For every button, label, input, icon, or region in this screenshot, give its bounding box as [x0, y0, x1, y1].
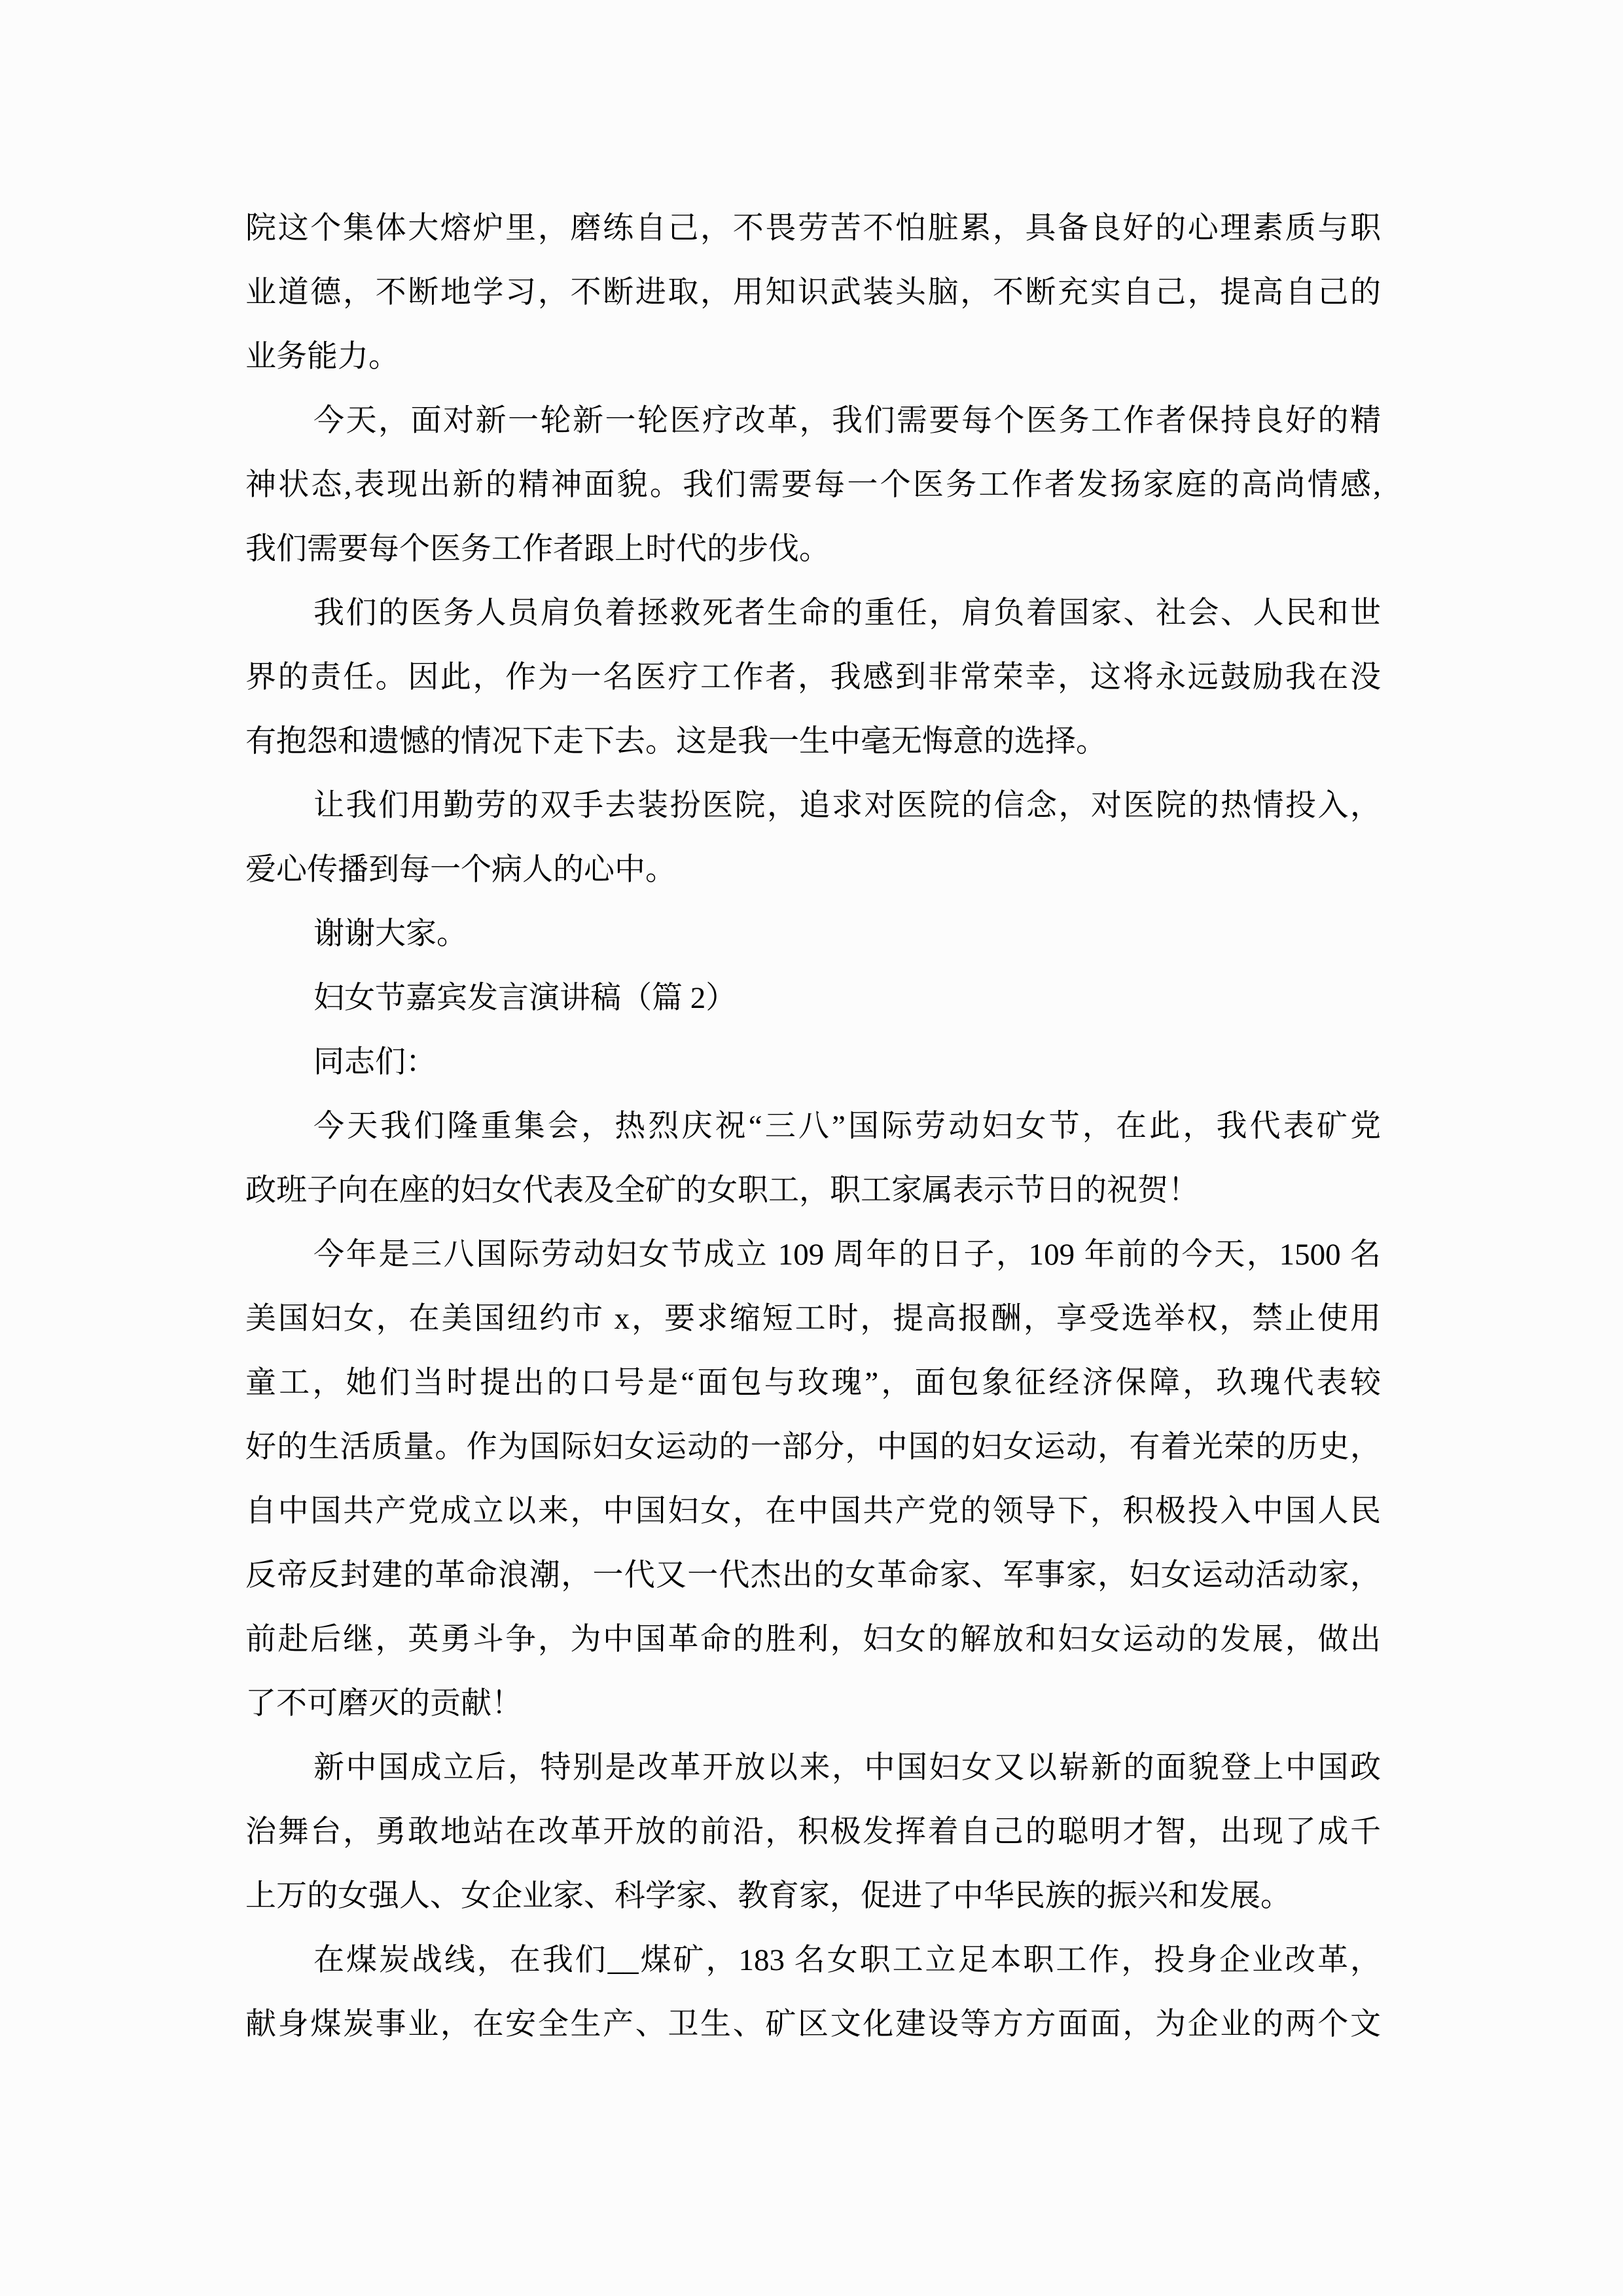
text-line: 前赴后继，英勇斗争，为中国革命的胜利，妇女的解放和妇女运动的发展，做出	[245, 1623, 1381, 1657]
text-line: 上万的女强人、女企业家、科学家、教育家，促进了中华民族的振兴和发展。	[245, 1879, 1291, 1913]
text-line: 童工，她们当时提出的口号是“面包与玫瑰”，面包象征经济保障，玖瑰代表较	[245, 1366, 1381, 1400]
document-body	[245, 196, 1381, 2056]
text-line: 好的生活质量。作为国际妇女运动的一部分，中国的妇女运动，有着光荣的历史，	[245, 1430, 1381, 1464]
text-line: 妇女节嘉宾发言演讲稿（篇 2）	[313, 981, 737, 1015]
text-line: 同志们：	[313, 1045, 437, 1079]
text-line: 今天，面对新一轮新一轮医疗改革，我们需要每个医务工作者保持良好的精	[313, 404, 1381, 438]
text-line: 政班子向在座的妇女代表及全矿的女职工，职工家属表示节日的祝贺！	[245, 1174, 1199, 1208]
text-line: 今年是三八国际劳动妇女节成立 109 周年的日子，109 年前的今天，1500 名	[313, 1238, 1381, 1272]
text-line: 神状态,表现出新的精神面貌。我们需要每一个医务工作者发扬家庭的高尚情感,	[245, 468, 1381, 502]
text-line: 院这个集体大熔炉里，磨练自己，不畏劳苦不怕脏累，具备良好的心理素质与职	[245, 211, 1381, 245]
text-line: 我们的医务人员肩负着拯救死者生命的重任，肩负着国家、社会、人民和世	[313, 596, 1381, 630]
text-line: 界的责任。因此，作为一名医疗工作者，我感到非常荣幸，这将永远鼓励我在没	[245, 660, 1381, 694]
text-line: 美国妇女，在美国纽约市 x，要求缩短工时，提高报酬，享受选举权，禁止使用	[245, 1302, 1381, 1336]
text-line: 爱心传播到每一个病人的心中。	[245, 853, 676, 887]
text-line: 治舞台，勇敢地站在改革开放的前沿，积极发挥着自己的聪明才智，出现了成千	[245, 1815, 1381, 1849]
text-line: 我们需要每个医务工作者跟上时代的步伐。	[245, 532, 830, 566]
text-line: 谢谢大家。	[313, 917, 467, 951]
text-line: 让我们用勤劳的双手去装扮医院，追求对医院的信念，对医院的热情投入，	[313, 789, 1381, 823]
text-line: 业道德，不断地学习，不断进取，用知识武装头脑，不断充实自己，提高自己的	[245, 276, 1381, 310]
text-line: 业务能力。	[245, 340, 399, 374]
text-line: 自中国共产党成立以来，中国妇女，在中国共产党的领导下，积极投入中国人民	[245, 1494, 1381, 1528]
text-line: 献身煤炭事业，在安全生产、卫生、矿区文化建设等方方面面，为企业的两个文	[245, 2007, 1381, 2041]
text-line: 反帝反封建的革命浪潮，一代又一代杰出的女革命家、军事家，妇女运动活动家，	[245, 1558, 1381, 1592]
text-line: 今天我们隆重集会，热烈庆祝“三八”国际劳动妇女节，在此，我代表矿党	[313, 1109, 1381, 1143]
text-line: 有抱怨和遗憾的情况下走下去。这是我一生中毫无悔意的选择。	[245, 725, 1107, 759]
text-line: 在煤炭战线，在我们__煤矿，183 名女职工立足本职工作，投身企业改革，	[313, 1943, 1381, 1977]
text-line: 了不可磨灭的贡献！	[245, 1687, 522, 1721]
text-line: 新中国成立后，特别是改革开放以来，中国妇女又以崭新的面貌登上中国政	[313, 1751, 1381, 1785]
